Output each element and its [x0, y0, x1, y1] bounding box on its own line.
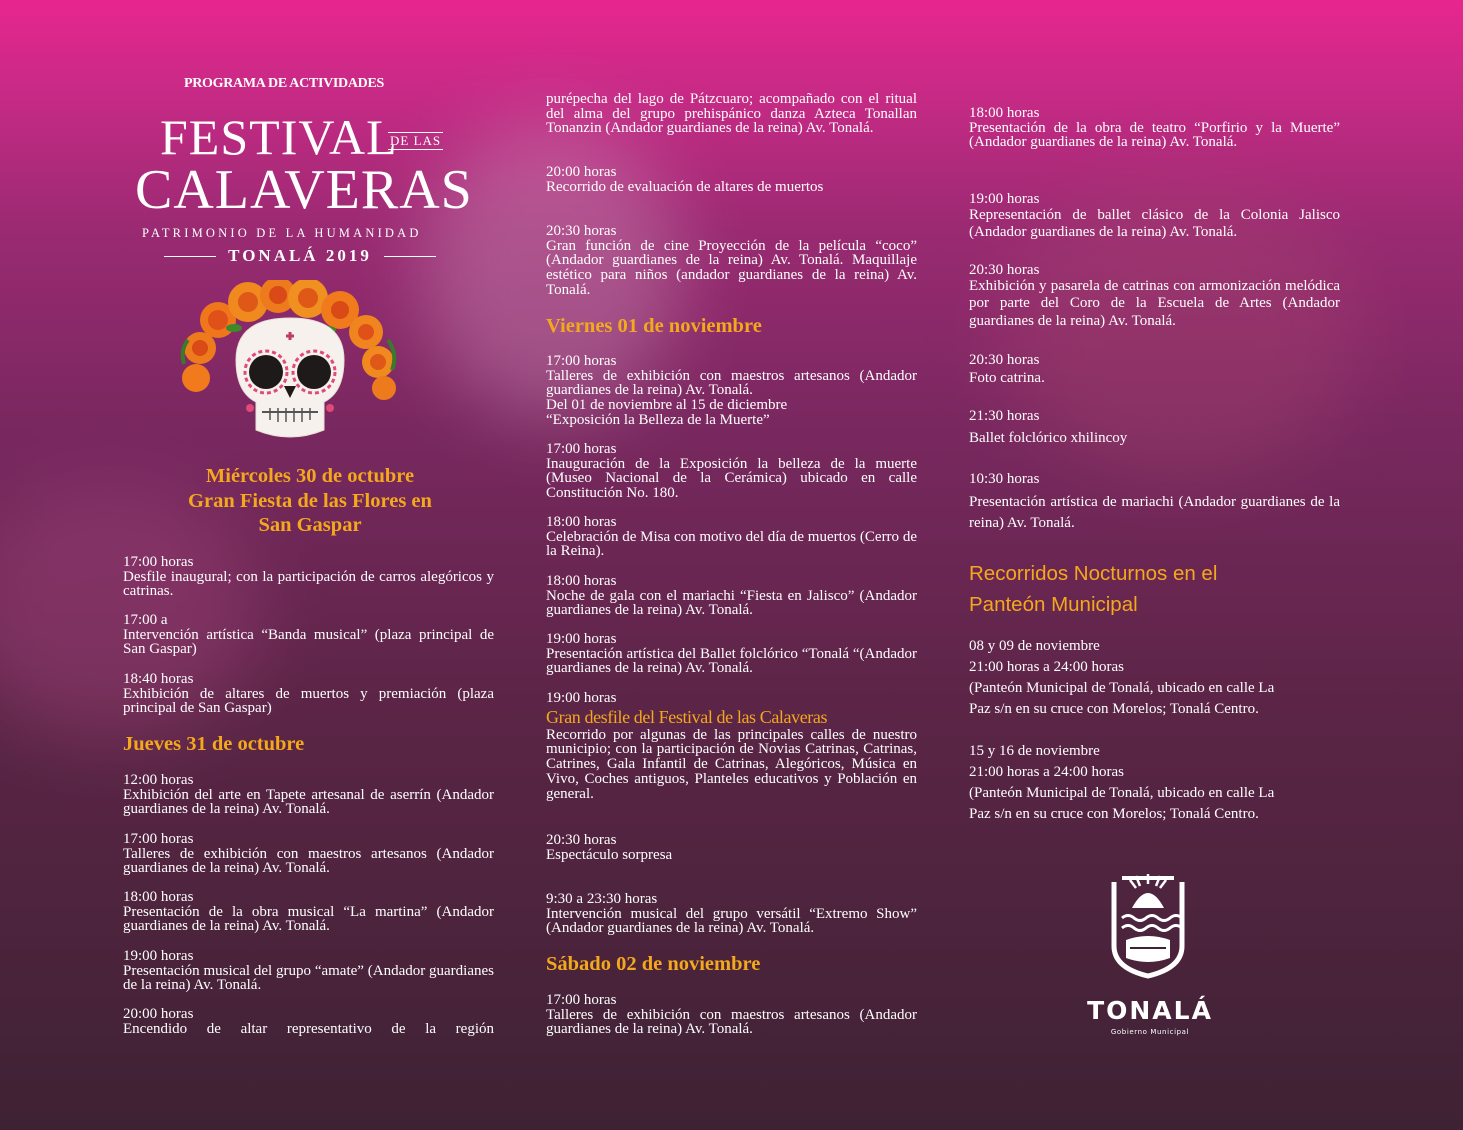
event-time: 20:30 horas	[546, 223, 617, 239]
event-item	[969, 409, 1340, 445]
de-las-word: DE LAS	[390, 133, 442, 148]
tonala-logo-subtitle: Gobierno Municipal	[1110, 1028, 1190, 1036]
event-extra: “Exposición la Belleza de la Muerte”	[546, 411, 770, 428]
calaveras-word: CALAVERAS	[135, 159, 473, 221]
event-item	[546, 833, 917, 862]
event-desc: Ballet folclórico xhilincoy	[969, 429, 1128, 446]
event-time: 18:00 horas	[546, 514, 617, 530]
festival-logo-title	[135, 109, 473, 262]
event-item	[546, 354, 917, 428]
event-time: 20:00 horas	[123, 1006, 194, 1022]
event-desc: Intervención artística “Banda musical” (plaza principal de San Gaspar)	[123, 626, 494, 658]
night-dates: 15 y 16 de noviembre	[969, 743, 1100, 759]
event-desc: Encendido de altar representativo de la región	[123, 1020, 494, 1037]
event-item	[123, 890, 494, 934]
event-time: 18:00 horas	[969, 105, 1040, 121]
event-item	[123, 613, 494, 657]
tonala-shield-icon	[1108, 868, 1188, 980]
event-item	[123, 1007, 494, 1036]
event-desc: Gran función de cine Proyección de la película “coco” (Andador guardianes de la reina) Av. Tonalá. Maquillaje estético para niños (andador guardianes de la reina) Av. Tonalá.	[546, 237, 917, 298]
event-time: 10:30 horas	[969, 471, 1040, 487]
event-desc: Recorrido por algunas de las principales calles de nuestro municipio; con la participación de Novias Catrinas, Catrinas, Catrines, Gala Infantil de Catrinas, Alegóricos, Música en Vivo, Coches antiguos, Planteles educativos y Población en general.	[546, 726, 917, 802]
event-item	[123, 672, 494, 716]
event-item	[123, 773, 494, 817]
night-place: Paz s/n en su cruce con Morelos; Tonalá Centro.	[969, 806, 1259, 822]
event-item	[546, 691, 917, 801]
event-item	[969, 472, 1340, 534]
night-place: Paz s/n en su cruce con Morelos; Tonalá Centro.	[969, 701, 1259, 717]
event-item	[546, 515, 917, 559]
event-item	[969, 263, 1340, 330]
night-hours: 21:00 horas a 24:00 horas	[969, 659, 1124, 675]
event-item	[546, 993, 917, 1037]
patrimonio-text: PATRIMONIO DE LA HUMANIDAD	[142, 226, 422, 240]
event-subtitle: Gran desfile del Festival de las Calaveras	[546, 706, 828, 727]
event-continuation	[546, 92, 917, 136]
event-desc: Foto catrina.	[969, 369, 1045, 386]
event-time: 17:00 horas	[123, 831, 194, 847]
event-time: 20:30 horas	[546, 832, 617, 848]
event-time: 17:00 horas	[546, 353, 617, 369]
event-item	[123, 555, 494, 599]
event-desc: Recorrido de evaluación de altares de muertos	[546, 178, 824, 195]
event-desc: Talleres de exhibición con maestros artesanos (Andador guardianes de la reina) Av. Tonalá.	[546, 367, 917, 399]
event-time: 21:30 horas	[969, 408, 1040, 424]
event-desc: Intervención musical del grupo versátil “Extremo Show” (Andador guardianes de la reina) Av. Tonalá.	[546, 905, 917, 937]
event-time: 20:00 horas	[546, 164, 617, 180]
day1-title-line: San Gaspar	[258, 514, 362, 536]
event-desc: Desfile inaugural; con la participación de carros alegóricos y catrinas.	[123, 568, 494, 600]
event-time: 19:00 horas	[123, 948, 194, 964]
night-dates: 08 y 09 de noviembre	[969, 638, 1100, 654]
event-desc: Talleres de exhibición con maestros artesanos (Andador guardianes de la reina) Av. Tonalá.	[546, 1006, 917, 1038]
festival-word: FESTIVAL	[160, 109, 398, 165]
night-tour-item	[969, 636, 1349, 720]
sugar-skull-illustration	[178, 280, 404, 446]
event-item	[546, 442, 917, 501]
night-hours: 21:00 horas a 24:00 horas	[969, 764, 1124, 780]
event-time: 17:00 horas	[546, 441, 617, 457]
event-item	[546, 574, 917, 618]
event-desc: Espectáculo sorpresa	[546, 846, 673, 863]
event-item	[123, 832, 494, 876]
night-place: (Panteón Municipal de Tonalá, ubicado en calle La	[969, 680, 1275, 696]
event-item	[546, 165, 917, 194]
event-time: 18:00 horas	[123, 889, 194, 905]
day1-title	[130, 464, 490, 538]
event-time: 17:00 horas	[123, 554, 194, 570]
day4-title: Sábado 02 de noviembre	[546, 953, 761, 975]
event-desc: Exhibición de altares de muertos y premiación (plaza principal de San Gaspar)	[123, 685, 494, 717]
event-desc: Presentación artística del Ballet folclórico “Tonalá “(Andador guardianes de la reina) Av. Tonalá.	[546, 645, 917, 677]
event-item	[123, 949, 494, 993]
event-desc: Noche de gala con el mariachi “Fiesta en Jalisco” (Andador guardianes de la reina) Av. Tonalá.	[546, 587, 917, 619]
tonala-year: TONALÁ 2019	[228, 246, 372, 265]
ornament-line	[164, 256, 216, 257]
recorridos-title-line: Recorridos Nocturnos en el	[969, 562, 1218, 585]
day3-title: Viernes 01 de noviembre	[546, 315, 762, 337]
event-item	[969, 106, 1340, 150]
program-title: PROGRAMA DE ACTIVIDADES	[184, 76, 385, 91]
day1-title-line: Gran Fiesta de las Flores en	[188, 489, 432, 512]
day1-title-line: Miércoles 30 de octubre	[205, 465, 415, 487]
event-time: 20:30 horas	[969, 352, 1040, 368]
recorridos-title	[969, 558, 1217, 620]
event-desc: Exhibición del arte en Tapete artesanal de aserrín (Andador guardianes de la reina) Av. Tonalá.	[123, 786, 494, 818]
event-item	[546, 892, 917, 936]
event-time: 9:30 a 23:30 horas	[546, 891, 658, 907]
skull	[236, 318, 344, 437]
event-time: 18:00 horas	[546, 573, 617, 589]
event-time: 17:00 a	[123, 612, 168, 628]
event-desc: Presentación musical del grupo “amate” (Andador guardianes de la reina) Av. Tonalá.	[123, 962, 494, 994]
event-item	[546, 632, 917, 676]
night-place: (Panteón Municipal de Tonalá, ubicado en calle La	[969, 785, 1275, 801]
event-time: 19:00 horas	[546, 631, 617, 647]
event-desc: Inauguración de la Exposición la belleza de la muerte (Museo Nacional de la Cerámica) ubicado en calle Constitución No. 180.	[546, 455, 917, 502]
event-desc: Talleres de exhibición con maestros artesanos (Andador guardianes de la reina) Av. Tonalá.	[123, 845, 494, 877]
ornament-line	[384, 256, 436, 257]
event-extra: Del 01 de noviembre al 15 de diciembre	[546, 397, 788, 414]
event-desc: Presentación artística de mariachi (Andador guardianes de la reina) Av. Tonalá.	[969, 493, 1340, 531]
tonala-2019-text	[140, 246, 460, 266]
event-desc: Representación de ballet clásico de la Colonia Jalisco (Andador guardianes de la reina) Av. Tonalá.	[969, 206, 1340, 240]
recorridos-title-line: Panteón Municipal	[969, 593, 1138, 616]
event-item	[969, 192, 1340, 241]
event-desc: purépecha del lago de Pátzcuaro; acompañado con el ritual del alma del grupo prehispánico danza Azteca Tonallan Tonanzin (Andador guardianes de la reina) Av. Tonalá.	[546, 91, 917, 137]
event-time: 17:00 horas	[546, 992, 617, 1008]
event-item	[969, 353, 1340, 385]
event-time: 19:00 horas	[969, 191, 1040, 207]
night-tour-item	[969, 741, 1349, 825]
event-desc: Exhibición y pasarela de catrinas con armonización melódica por parte del Coro de la Escuela de Artes (Andador guardianes de la reina) Av. Tonalá.	[969, 277, 1340, 329]
event-desc: Presentación de la obra de teatro “Porfirio y la Muerte” (Andador guardianes de la reina) Av. Tonalá.	[969, 119, 1340, 151]
event-desc: Celebración de Misa con motivo del día de muertos (Cerro de la Reina).	[546, 528, 917, 560]
event-time: 18:40 horas	[123, 671, 194, 687]
tonala-logo-name: TONALÁ	[1087, 996, 1213, 1025]
event-item	[546, 224, 917, 298]
event-time: 20:30 horas	[969, 262, 1040, 278]
event-time: 19:00 horas	[546, 690, 617, 706]
day2-title: Jueves 31 de octubre	[123, 733, 305, 755]
event-time: 12:00 horas	[123, 772, 194, 788]
event-desc: Presentación de la obra musical “La martina” (Andador guardianes de la reina) Av. Tonalá.	[123, 903, 494, 935]
